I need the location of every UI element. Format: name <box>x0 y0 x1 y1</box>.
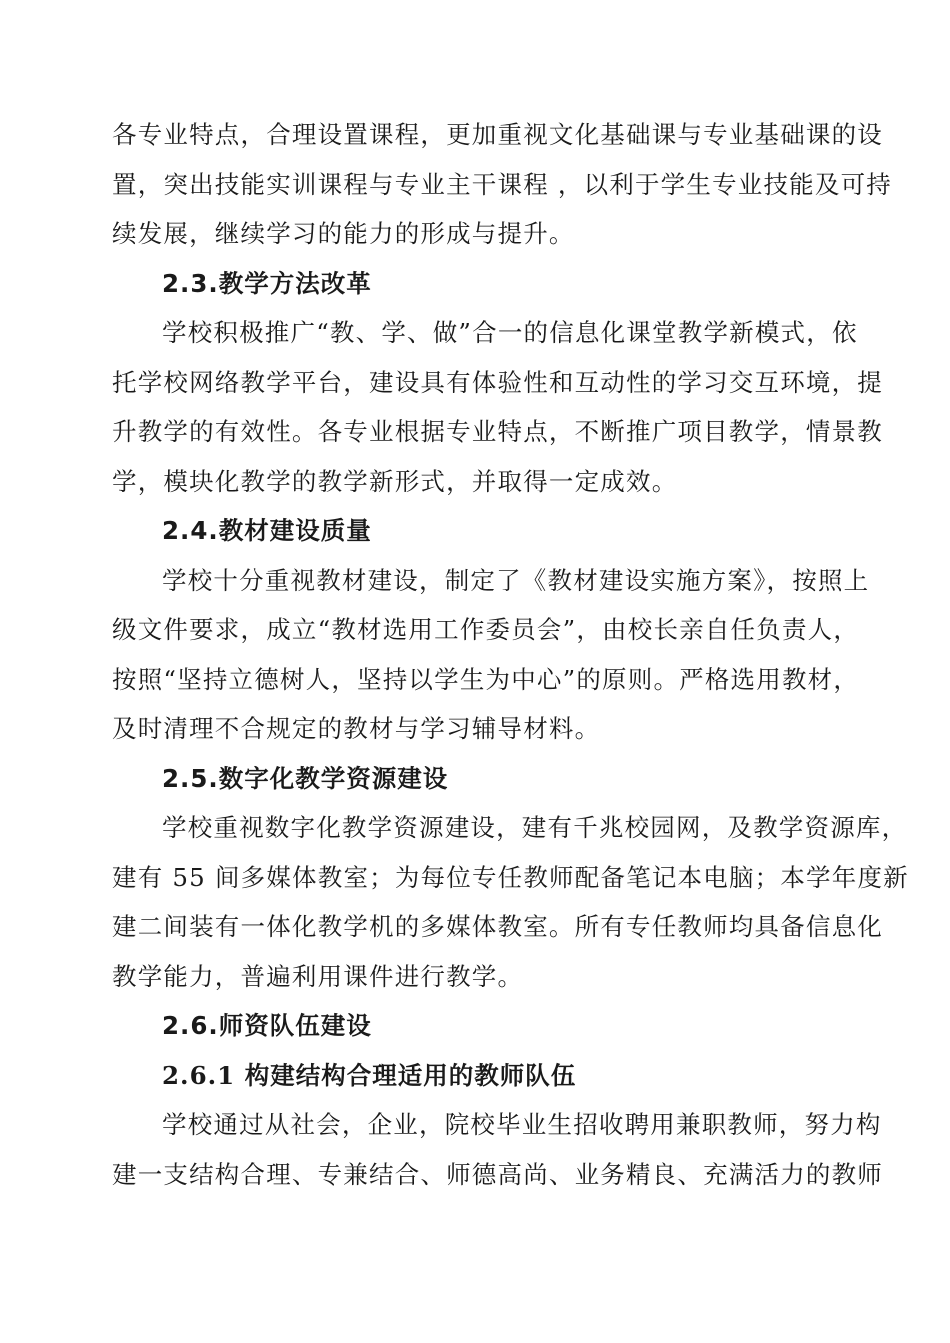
section-heading-teaching-method-reform: 2.3.教学方法改革 <box>162 268 372 298</box>
text-line: 学校积极推广“教、学、做”合一的信息化课堂教学新模式，依 <box>162 318 858 347</box>
paragraph-textbook <box>112 556 870 754</box>
text-line: 学校通过从社会，企业，院校毕业生招收聘用兼职教师，努力构 <box>162 1110 882 1139</box>
document-page <box>112 110 909 1199</box>
text-line: 升教学的有效性。各专业根据专业特点，不断推广项目教学，情景教 <box>112 417 883 446</box>
section-heading-digital-resources: 2.5.数字化教学资源建设 <box>162 763 449 793</box>
text-line: 各专业特点，合理设置课程，更加重视文化基础课与专业基础课的设 <box>112 120 883 149</box>
text-line: 建二间装有一体化教学机的多媒体教室。所有专任教师均具备信息化 <box>112 912 883 941</box>
text-line: 教学能力，普遍利用课件进行教学。 <box>112 961 524 991</box>
text-line: 学校十分重视教材建设，制定了《教材建设实施方案》，按照上 <box>162 565 870 595</box>
text-line: 级文件要求，成立“教材选用工作委员会”，由校长亲自任负责人， <box>112 615 860 644</box>
text-line: 按照“坚持立德树人，坚持以学生为中心”的原则。严格选用教材， <box>112 664 860 694</box>
text-line: 托学校网络教学平台，建设具有体验性和互动性的学习交互环境，提 <box>112 367 883 397</box>
text-line: 建有 55 间多媒体教室；为每位专任教师配备笔记本电脑；本学年度新 <box>112 862 909 892</box>
text-line: 建一支结构合理、专兼结合、师德高尚、业务精良、充满活力的教师 <box>112 1159 883 1189</box>
text-line: 置，突出技能实训课程与专业主干课程 ，以利于学生专业技能及可持 <box>112 169 892 199</box>
paragraph-teacher-team <box>112 1100 883 1199</box>
section-heading-faculty-building: 2.6.师资队伍建设 <box>162 1011 372 1040</box>
section-heading-textbook-quality: 2.4.教材建设质量 <box>162 516 372 545</box>
text-line: 学校重视数字化教学资源建设，建有千兆校园网，及教学资源库， <box>162 813 908 842</box>
text-line: 及时清理不合规定的教材与学习辅导材料。 <box>112 714 601 743</box>
paragraph-course-setting <box>112 110 892 259</box>
paragraph-digital-resources <box>112 803 909 1001</box>
text-line: 学，模块化教学的教学新形式，并取得一定成效。 <box>112 466 678 496</box>
text-line: 续发展，继续学习的能力的形成与提升。 <box>112 219 575 248</box>
subsection-heading-teacher-team: 2.6.1 构建结构合理适用的教师队伍 <box>162 1060 577 1090</box>
paragraph-teaching-method <box>112 308 883 506</box>
